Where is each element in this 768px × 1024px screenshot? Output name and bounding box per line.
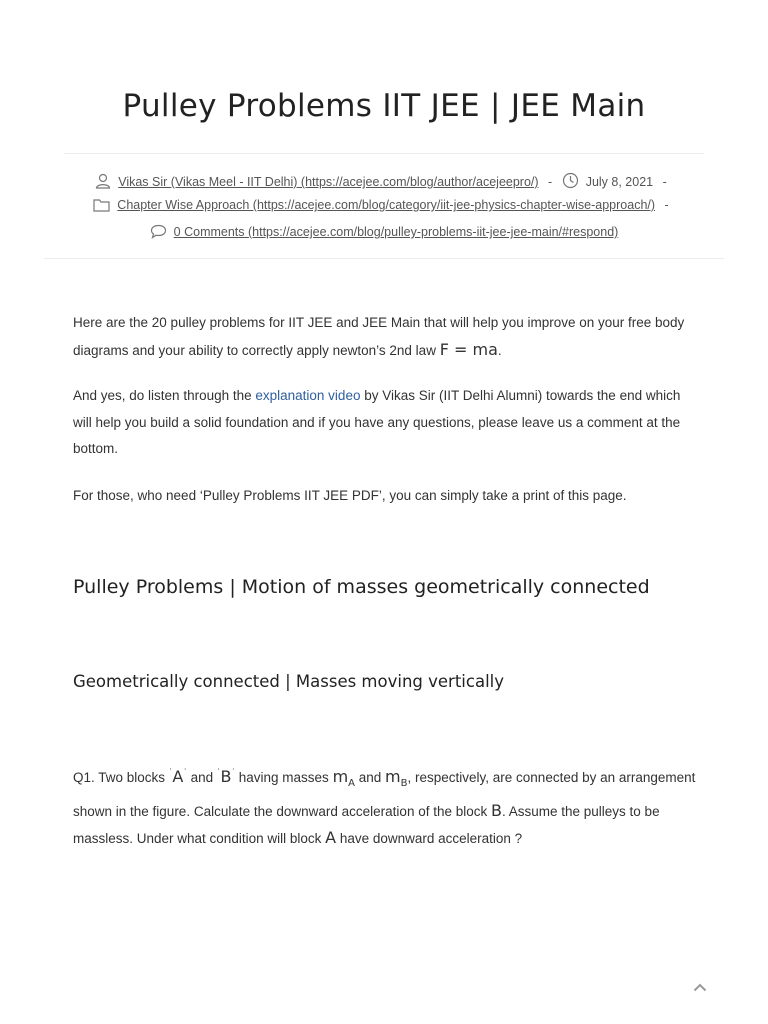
quote-mark: ‘ [169, 768, 172, 775]
meta-divider [44, 258, 724, 259]
comments-link[interactable]: 0 Comments (https://acejee.com/blog/pulley-problems-iit-jee-jee-main/#respond) [173, 225, 619, 239]
intro-text: Here are the 20 pulley problems for IIT JEE and JEE Main that will help you improve on your free body diagrams and your ability to correctly apply newton’s 2nd law [73, 315, 685, 358]
title-divider [64, 153, 704, 154]
q1-text: Q1. Two blocks [73, 770, 169, 785]
q1-text: have downward acceleration ? [336, 831, 523, 847]
question-1 [73, 759, 698, 853]
category-link[interactable]: Chapter Wise Approach (https://acejee.com/blog/category/iit-jee-physics-chapter-wise-approach/) [117, 198, 656, 212]
explanation-video-link[interactable]: explanation video [255, 388, 361, 403]
intro-end: . [497, 342, 502, 358]
q1-text: and [186, 770, 217, 785]
comment-icon [150, 224, 167, 242]
meta-separator: - [664, 198, 669, 212]
clock-icon [562, 172, 579, 192]
block-a-label: A [325, 828, 337, 848]
quote-mark: ‘ [184, 768, 186, 775]
post-meta-category [0, 198, 768, 215]
quote-mark: ‘ [232, 768, 235, 775]
post-date: July 8, 2021 [585, 175, 654, 189]
chevron-up-icon [693, 979, 707, 997]
intro-paragraph [73, 310, 698, 364]
q1-text: . Assume the pulleys to be massless. Under what condition will block [73, 803, 660, 847]
mass-b-subscript: B [400, 778, 408, 790]
block-b-label: B [220, 767, 232, 786]
q1-text: , respectively, are connected by an arrangement shown in the figure. Calculate the downward acceleration of the block [73, 770, 696, 819]
author-link[interactable]: Vikas Sir (Vikas Meel - IIT Delhi) (https://acejee.com/blog/author/acejeepro/) [118, 175, 539, 189]
video-paragraph [73, 383, 698, 463]
page-title: Pulley Problems IIT JEE | JEE Main [122, 88, 646, 124]
meta-separator: - [662, 175, 667, 189]
para2-after: by Vikas Sir (IIT Delhi Alumni) towards the end which will help you build a solid foundation and if you have any questions, please leave us a comment at the bottom. [73, 388, 681, 456]
mass-symbol: m [332, 767, 349, 786]
mass-a [332, 767, 355, 790]
scroll-to-top-button[interactable] [688, 976, 712, 1000]
mass-a-subscript: A [348, 778, 355, 790]
para2-before: And yes, do listen through the [73, 388, 256, 403]
post-meta-author-date [0, 172, 768, 192]
q1-text: having masses [235, 770, 333, 785]
q1-text: and [355, 770, 386, 785]
block-b-label: B [491, 800, 502, 820]
mass-symbol: m [385, 767, 401, 786]
post-meta-comments [0, 224, 768, 242]
block-a-label: A [172, 767, 184, 786]
user-icon [95, 173, 111, 192]
newton-formula: F = ma [439, 339, 498, 359]
folder-icon [93, 198, 110, 215]
mass-b [385, 767, 408, 790]
quote-mark: ‘ [217, 768, 220, 775]
pdf-paragraph: For those, who need ‘Pulley Problems IIT JEE PDF’, you can simply take a print of this page. [73, 488, 627, 503]
meta-separator: - [548, 175, 553, 189]
subsection-heading: Geometrically connected | Masses moving vertically [73, 672, 504, 691]
section-heading: Pulley Problems | Motion of masses geometrically connected [73, 576, 650, 598]
